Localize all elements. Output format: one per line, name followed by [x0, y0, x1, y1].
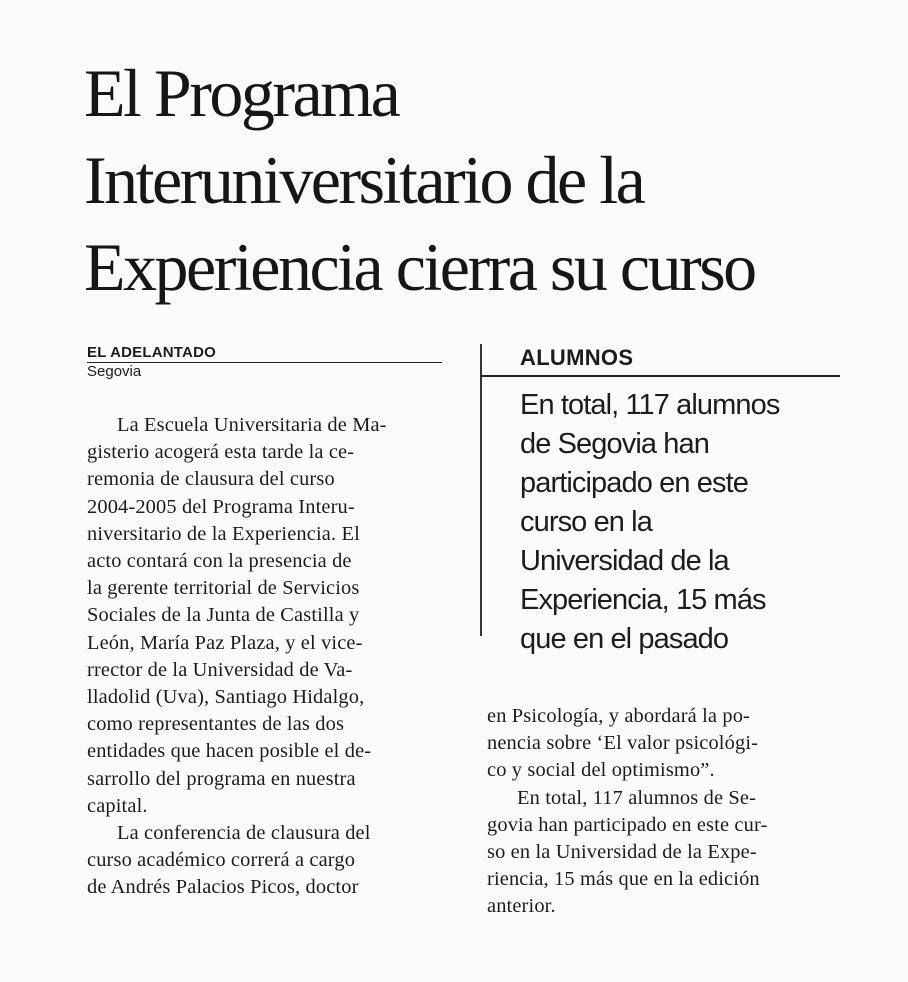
text-line: de Andrés Palacios Picos, doctor: [87, 876, 359, 899]
byline: [87, 344, 442, 381]
text-line: capital.: [87, 794, 148, 817]
article-column-left: [87, 412, 447, 902]
sidebar-text: [520, 386, 779, 659]
text-line: La conferencia de clausura del: [117, 822, 371, 845]
text-line: so en la Universidad de la Expe-: [487, 841, 757, 864]
byline-place: Segovia: [87, 363, 142, 380]
text-line: niversitario de la Experiencia. El: [87, 522, 360, 545]
text-line: curso académico correrá a cargo: [87, 849, 356, 872]
text-line: anterior.: [487, 895, 556, 918]
text-line: la gerente territorial de Servicios: [87, 577, 360, 600]
text-line: León, María Paz Plaza, y el vice-: [87, 631, 363, 654]
sidebar-rule: [480, 344, 482, 636]
text-line: sarrollo del programa en nuestra: [87, 767, 356, 790]
sidebar-box: [480, 344, 840, 655]
text-line: 2004-2005 del Programa Interu-: [87, 495, 355, 518]
text-line: En total, 117 alumnos de Se-: [517, 786, 757, 809]
sidebar-line: curso en la: [520, 506, 652, 538]
sidebar-line: En total, 117 alumnos: [520, 389, 780, 421]
text-line: La Escuela Universitaria de Ma-: [117, 414, 387, 436]
text-line: riencia, 15 más que en la edición: [487, 868, 760, 891]
text-line: remonia de clausura del curso: [87, 468, 335, 491]
sidebar-line: Universidad de la: [520, 545, 729, 577]
article-column-right: [487, 703, 857, 921]
byline-agency: EL ADELANTADO: [87, 344, 442, 363]
sidebar-line: participado en este: [520, 467, 748, 499]
sidebar-line: de Segovia han: [520, 428, 709, 460]
text-line: Sociales de la Junta de Castilla y: [87, 604, 360, 627]
text-line: co y social del optimismo”.: [487, 759, 715, 782]
text-line: lladolid (Uva), Santiago Hidalgo,: [87, 686, 365, 709]
headline-line: Interuniversitario de la: [84, 142, 644, 218]
sidebar-line: que en el pasado: [520, 623, 729, 655]
headline-line: Experiencia cierra su curso: [84, 229, 755, 305]
sidebar-divider: [480, 375, 840, 377]
text-line: acto contará con la presencia de: [87, 550, 352, 573]
text-line: rrector de la Universidad de Va-: [87, 658, 353, 681]
headline: [84, 50, 884, 311]
text-line: gisterio acogerá esta tarde la ce-: [87, 441, 355, 464]
text-line: entidades que hacen posible el de-: [87, 740, 372, 763]
sidebar-title: ALUMNOS: [520, 345, 634, 370]
text-line: nencia sobre ‘El valor psicológi-: [487, 732, 759, 755]
sidebar-line: Experiencia, 15 más: [520, 584, 766, 616]
headline-line: El Programa: [84, 55, 399, 131]
text-line: como representantes de las dos: [87, 713, 345, 736]
text-line: en Psicología, y abordará la po-: [487, 705, 750, 727]
text-line: govia han participado en este cur-: [487, 813, 768, 836]
